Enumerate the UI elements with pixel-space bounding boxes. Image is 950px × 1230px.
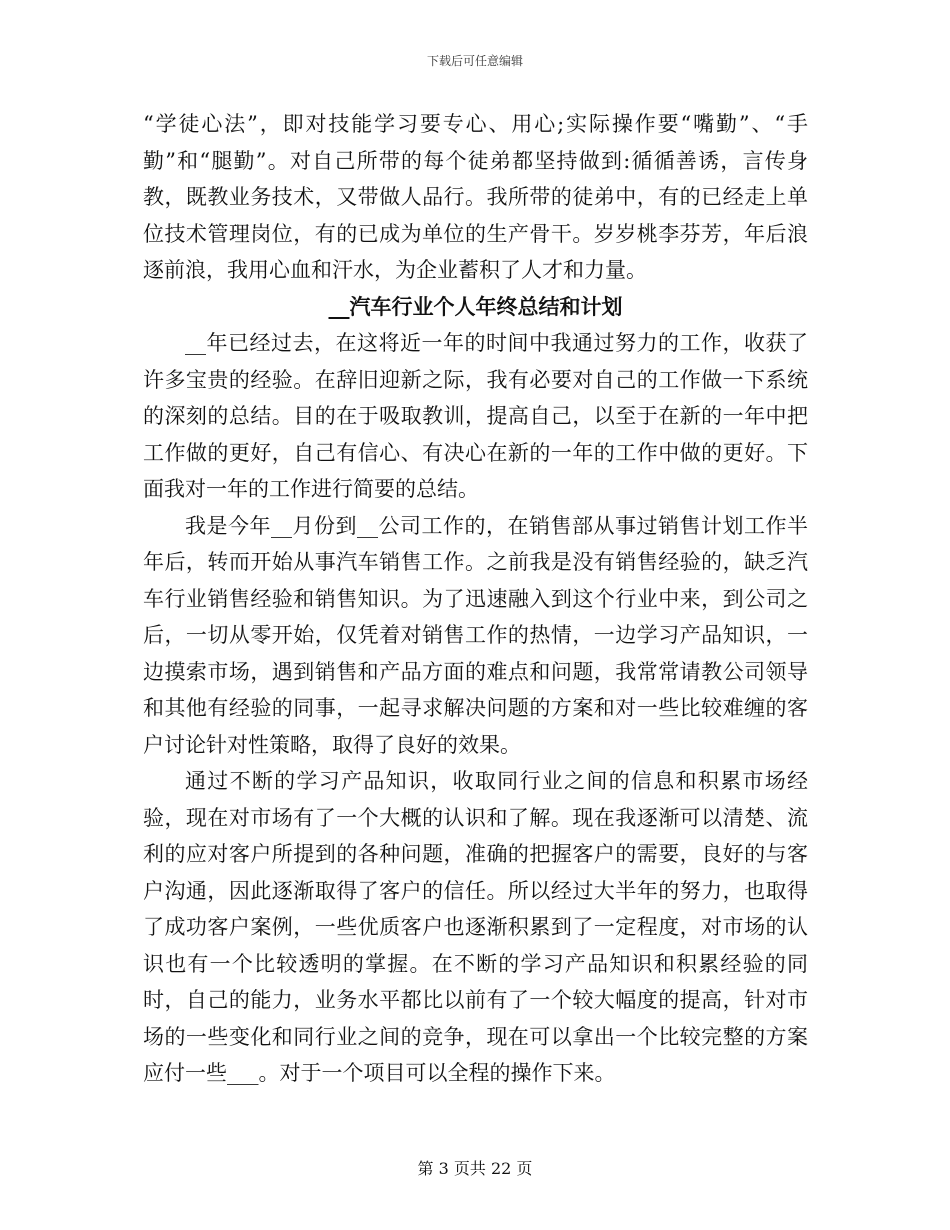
document-body — [143, 106, 808, 1092]
paragraph-continuation: “学徒心法”，即对技能学习要专心、用心;实际操作要“嘴勤”、“手勤”和“腿勤”。对自己所带的每个徒弟都坚持做到:循循善诱，言传身教，既教业务技术，又带做人品行。我所带的徒弟中，有的已经走上单位技术管理岗位，有的已成为单位的生产骨干。岁岁桃李芬芳，年后浪逐前浪，我用心血和汗水，为企业蓄积了人才和力量。 — [143, 112, 808, 282]
page-footer: 第 3 页共 22 页 — [417, 1159, 533, 1178]
page-header: 下载后可任意编辑 — [426, 54, 523, 68]
paragraph-progress: 通过不断的学习产品知识，收取同行业之间的信息和积累市场经验，现在对市场有了一个大概的认识和了解。现在我逐渐可以清楚、流利的应对客户所提到的各种问题，准确的把握客户的需要，良好的与客户沟通，因此逐渐取得了客户的信任。所以经过大半年的努力，也取得了成功客户案例，一些优质客户也逐渐积累到了一定程度，对市场的认识也有一个比较透明的掌握。在不断的学习产品知识和积累经验的同时，自己的能力，业务水平都比以前有了一个较大幅度的提高，针对市场的一些变化和同行业之间的竞争，现在可以拿出一个比较完整的方案应付一些___。对于一个项目可以全程的操作下来。 — [143, 769, 808, 1085]
paragraph-intro: __年已经过去，在这将近一年的时间中我通过努力的工作，收获了许多宝贵的经验。在辞旧迎新之际，我有必要对自己的工作做一下系统的深刻的总结。目的在于吸取教训，提高自己，以至于在新的一年中把工作做的更好，自己有信心、有决心在新的一年的工作中做的更好。下面我对一年的工作进行简要的总结。 — [143, 331, 808, 501]
paragraph-experience: 我是今年__月份到__公司工作的，在销售部从事过销售计划工作半年后，转而开始从事汽车销售工作。之前我是没有销售经验的，缺乏汽车行业销售经验和销售知识。为了迅速融入到这个行业中来，到公司之后，一切从零开始，仅凭着对销售工作的热情，一边学习产品知识，一边摸索市场，遇到销售和产品方面的难点和问题，我常常请教公司领导和其他有经验的同事，一起寻求解决问题的方案和对一些比较难缠的客户讨论针对性策略，取得了良好的效果。 — [143, 513, 808, 757]
section-title: __汽车行业个人年终总结和计划 — [328, 293, 623, 319]
